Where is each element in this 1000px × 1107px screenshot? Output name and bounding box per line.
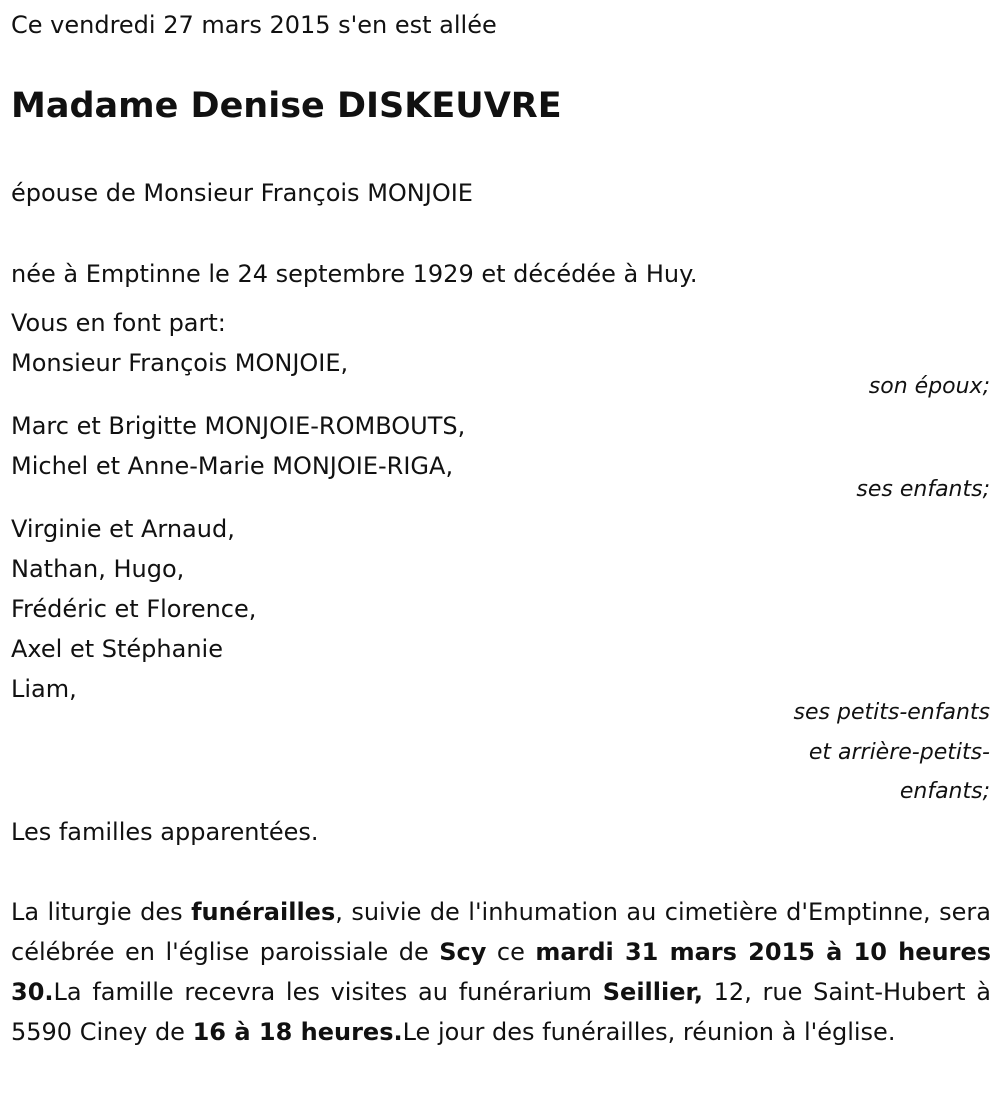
spouse-member: Monsieur François MONJOIE, xyxy=(11,349,349,377)
grandchildren-role-line: et arrière-petits- xyxy=(808,740,990,765)
funeral-text: 12, rue Saint-Hubert à 5590 Ciney de xyxy=(11,978,991,1046)
child-member: Marc et Brigitte MONJOIE-ROMBOUTS, xyxy=(11,412,466,440)
funeral-paragraph xyxy=(11,892,991,1052)
spouse-role: son époux; xyxy=(868,374,990,399)
child-member: Michel et Anne-Marie MONJOIE-RIGA, xyxy=(11,452,454,480)
funeral-bold: 16 à 18 heures. xyxy=(192,1018,403,1046)
funeral-text: La famille recevra les visites au funérarium xyxy=(53,978,603,1006)
funeral-text: ce xyxy=(486,938,536,966)
funeral-bold: Scy xyxy=(439,938,487,966)
funeral-text: , suivie de l'inhumation au cimetière d'Emptinne, sera célébrée en l'église paroissiale de xyxy=(11,898,991,966)
spouse-line: épouse de Monsieur François MONJOIE xyxy=(11,179,473,207)
intro-text: Ce vendredi 27 mars 2015 s'en est allée xyxy=(11,11,497,39)
grandchild-member: Axel et Stéphanie xyxy=(11,635,223,663)
grandchild-member: Virginie et Arnaud, xyxy=(11,515,235,543)
birth-death-line: née à Emptinne le 24 septembre 1929 et décédée à Huy. xyxy=(11,260,698,288)
funeral-text: La liturgie des xyxy=(11,898,192,926)
children-role: ses enfants; xyxy=(856,477,990,502)
announce-line: Vous en font part: xyxy=(11,309,226,337)
grandchildren-role-line: ses petits-enfants xyxy=(793,700,990,725)
funeral-bold: mardi 31 mars 2015 à 10 heures 30. xyxy=(11,938,992,1006)
deceased-name: Madame Denise DISKEUVRE xyxy=(11,86,562,126)
grandchild-member: Frédéric et Florence, xyxy=(11,595,257,623)
funeral-bold: funérailles xyxy=(191,898,336,926)
grandchildren-role-line: enfants; xyxy=(899,779,990,804)
families-line: Les familles apparentées. xyxy=(11,818,319,846)
funeral-bold: Seillier, xyxy=(602,978,703,1006)
grandchild-member: Liam, xyxy=(11,675,77,703)
funeral-text: Le jour des funérailles, réunion à l'église. xyxy=(402,1018,896,1046)
grandchild-member: Nathan, Hugo, xyxy=(11,555,185,583)
